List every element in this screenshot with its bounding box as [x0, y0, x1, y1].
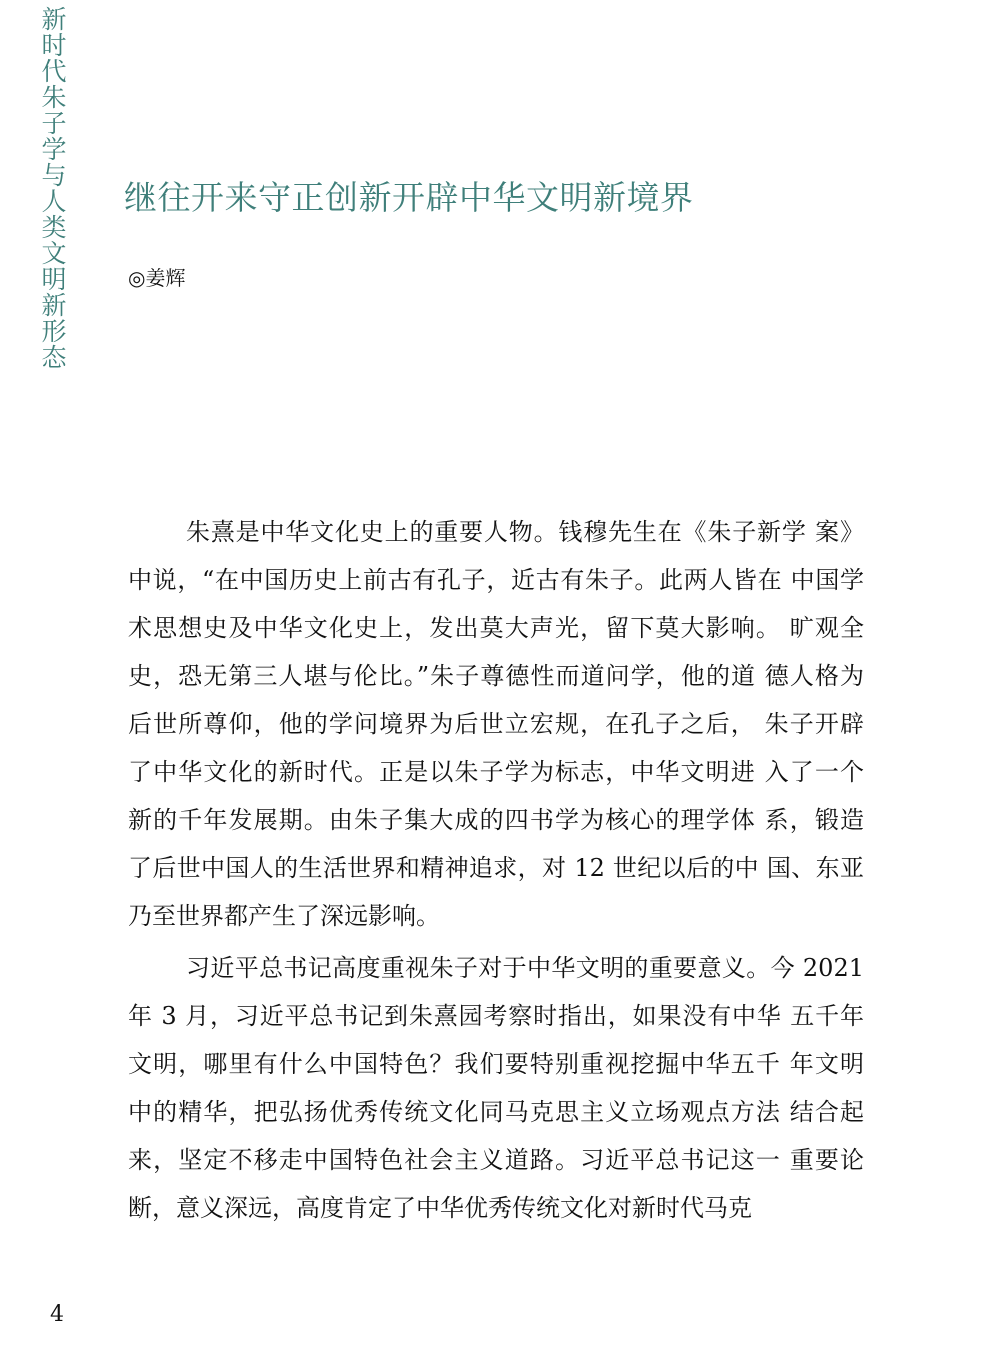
paragraph-2-line: 来，坚定不移走中国特色社会主义道路。习近平总书记这一 重要论: [128, 1146, 864, 1174]
paragraph-1-line: 新的千年发展期。由朱子集大成的四书学为核心的理学体 系，锻造: [128, 806, 864, 834]
article-title: 继往开来守正创新开辟中华文明新境界: [124, 178, 694, 217]
paragraph-1-line: 了中华文化的新时代。正是以朱子学为标志，中华文明进 入了一个: [128, 758, 864, 786]
article-body: [128, 508, 864, 1232]
paragraph-1-line: 后世所尊仰，他的学问境界为后世立宏规，在孔子之后， 朱子开辟: [128, 710, 864, 738]
article-author: ◎姜辉: [128, 266, 186, 290]
paragraph-2-line: 中的精华，把弘扬优秀传统文化同马克思主义立场观点方法 结合起: [128, 1098, 864, 1126]
paragraph-1-line: 了后世中国人的生活世界和精神追求，对 12 世纪以后的中 国、东亚: [128, 854, 864, 882]
paragraph-2-line: 断，意义深远，高度肯定了中华优秀传统文化对新时代马克: [128, 1194, 752, 1222]
paragraph-1-line: 术思想史及中华文化史上，发出莫大声光，留下莫大影响。 旷观全: [128, 614, 864, 642]
page-number: 4: [50, 1302, 64, 1327]
paragraph-1-line: 乃至世界都产生了深远影响。: [128, 902, 440, 930]
paragraph-2-line: 年 3 月，习近平总书记到朱熹园考察时指出，如果没有中华 五千年: [128, 1002, 864, 1030]
paragraph-1-line: 朱熹是中华文化史上的重要人物。钱穆先生在《朱子新学 案》: [186, 518, 864, 546]
running-title: 新时代朱子学与人类文明新形态: [38, 6, 67, 370]
paragraph-2-line: 习近平总书记高度重视朱子对于中华文明的重要意义。今 2021: [186, 954, 864, 982]
paragraph-1-line: 中说，“在中国历史上前古有孔子，近古有朱子。此两人皆在 中国学: [128, 566, 864, 594]
paragraph-2-line: 文明，哪里有什么中国特色？我们要特别重视挖掘中华五千 年文明: [128, 1050, 864, 1078]
paragraph-1-line: 史，恐无第三人堪与伦比。”朱子尊德性而道问学，他的道 德人格为: [128, 662, 864, 690]
